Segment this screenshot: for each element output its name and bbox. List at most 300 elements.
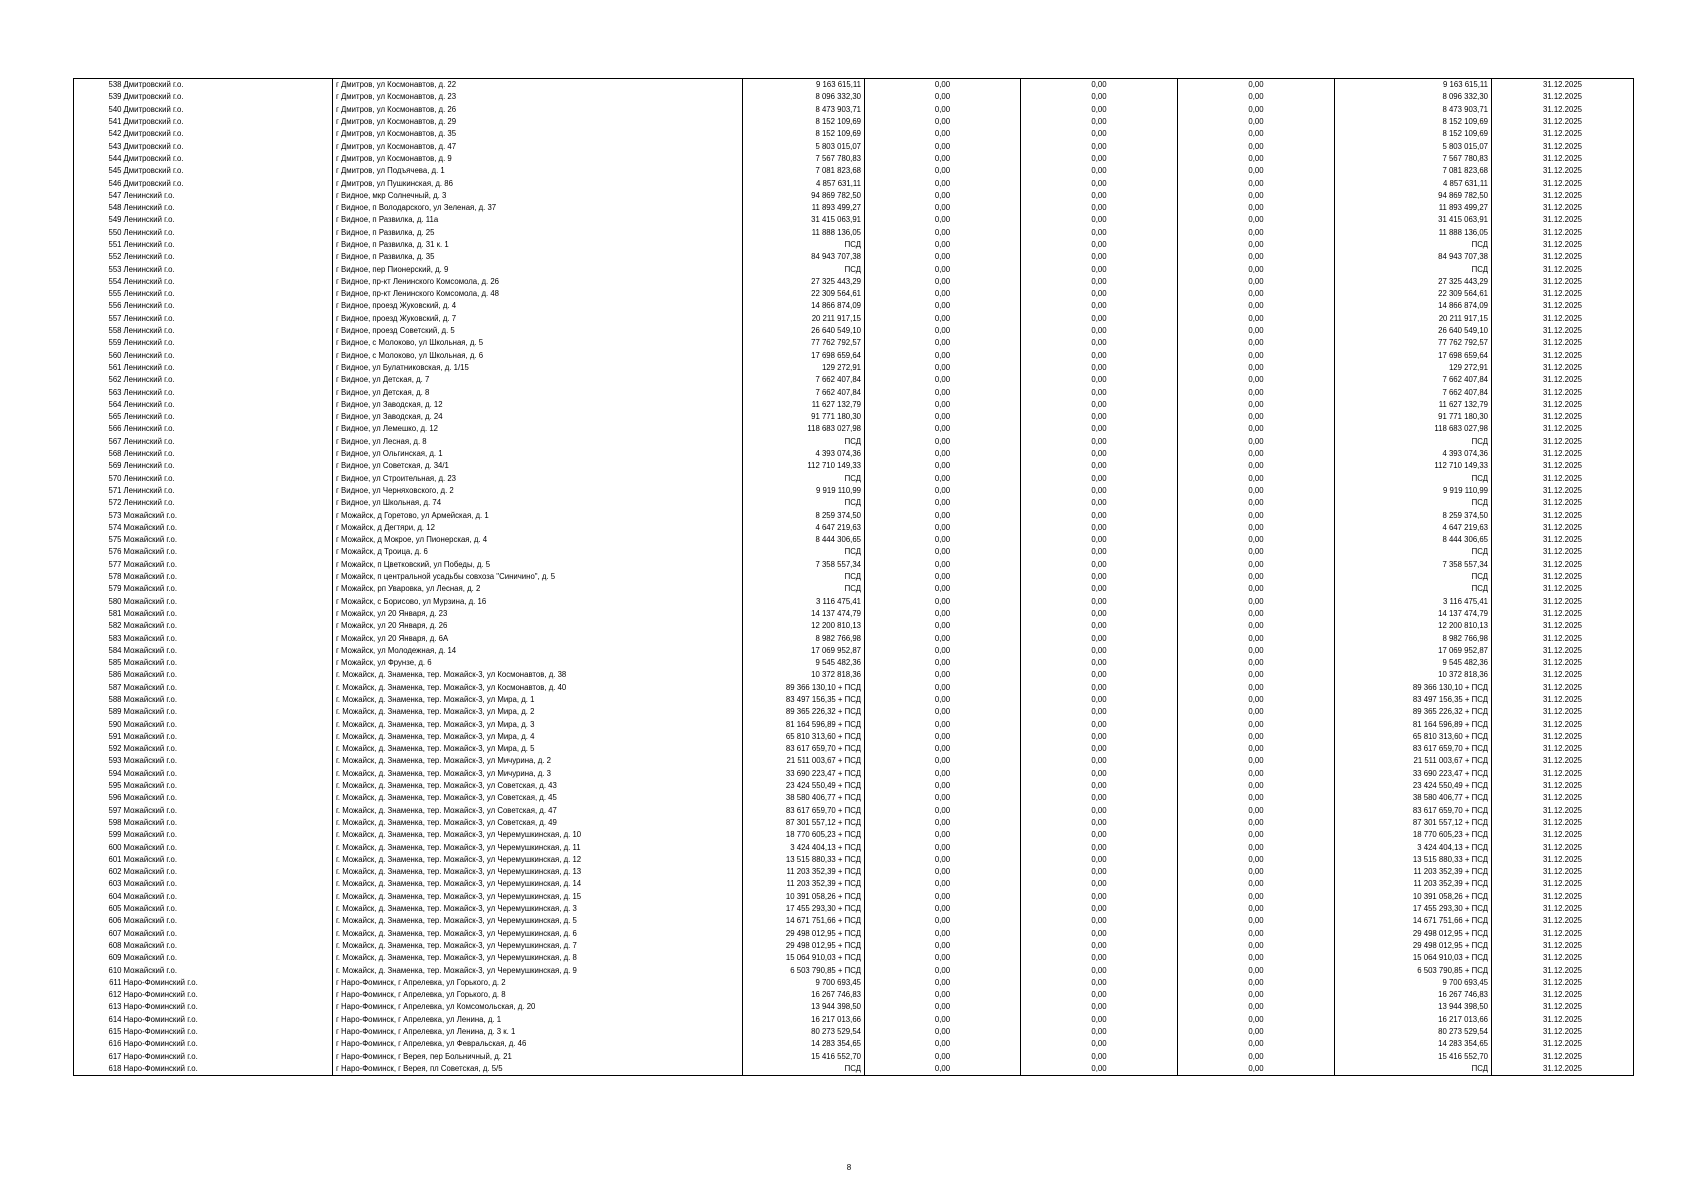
address-cell: г. Можайск, д. Знаменка, тер. Можайск-3, ул Мира, д. 2 bbox=[333, 706, 743, 718]
address-cell: г. Можайск, д. Знаменка, тер. Можайск-3, ул Черемушкинская, д. 15 bbox=[333, 891, 743, 903]
municipality-cell: Ленинский г.о. bbox=[123, 300, 333, 312]
zero-cell: 0,00 bbox=[1021, 927, 1178, 939]
zero-cell: 0,00 bbox=[1021, 768, 1178, 780]
zero-cell: 0,00 bbox=[1021, 546, 1178, 558]
zero-cell: 0,00 bbox=[865, 190, 1021, 202]
amount-cell: 17 069 952,87 bbox=[743, 645, 865, 657]
zero-cell: 0,00 bbox=[865, 841, 1021, 853]
total-cell: 89 365 226,32 + ПСД bbox=[1335, 706, 1492, 718]
zero-cell: 0,00 bbox=[1021, 411, 1178, 423]
municipality-cell: Можайский г.о. bbox=[123, 608, 333, 620]
zero-cell: 0,00 bbox=[1021, 325, 1178, 337]
address-cell: г Можайск, д Горетово, ул Армейская, д. 1 bbox=[333, 509, 743, 521]
row-number: 582 bbox=[74, 620, 123, 632]
table-row bbox=[74, 460, 1634, 472]
address-cell: г. Можайск, д. Знаменка, тер. Можайск-3, ул Черемушкинская, д. 3 bbox=[333, 903, 743, 915]
municipality-cell: Можайский г.о. bbox=[123, 645, 333, 657]
zero-cell: 0,00 bbox=[1021, 940, 1178, 952]
table-row bbox=[74, 534, 1634, 546]
address-cell: г Видное, ул Булатниковская, д. 1/15 bbox=[333, 362, 743, 374]
zero-cell: 0,00 bbox=[1178, 694, 1335, 706]
municipality-cell: Ленинский г.о. bbox=[123, 374, 333, 386]
address-cell: г Видное, ул Заводская, д. 12 bbox=[333, 399, 743, 411]
date-cell: 31.12.2025 bbox=[1492, 91, 1634, 103]
table-row bbox=[74, 977, 1634, 989]
table-row bbox=[74, 632, 1634, 644]
zero-cell: 0,00 bbox=[1178, 374, 1335, 386]
date-cell: 31.12.2025 bbox=[1492, 140, 1634, 152]
table-row bbox=[74, 313, 1634, 325]
zero-cell: 0,00 bbox=[1178, 755, 1335, 767]
row-number: 547 bbox=[74, 190, 123, 202]
table-row bbox=[74, 559, 1634, 571]
address-cell: г Наро-Фоминск, г Верея, пл Советская, д. 5/5 bbox=[333, 1063, 743, 1076]
total-cell: ПСД bbox=[1335, 583, 1492, 595]
row-number: 610 bbox=[74, 964, 123, 976]
address-cell: г Видное, п Володарского, ул Зеленая, д. 37 bbox=[333, 202, 743, 214]
zero-cell: 0,00 bbox=[865, 350, 1021, 362]
zero-cell: 0,00 bbox=[865, 374, 1021, 386]
address-cell: г. Можайск, д. Знаменка, тер. Можайск-3, ул Мира, д. 4 bbox=[333, 731, 743, 743]
total-cell: 4 857 631,11 bbox=[1335, 177, 1492, 189]
zero-cell: 0,00 bbox=[1021, 817, 1178, 829]
amount-cell: 91 771 180,30 bbox=[743, 411, 865, 423]
zero-cell: 0,00 bbox=[1021, 731, 1178, 743]
amount-cell: 4 393 074,36 bbox=[743, 448, 865, 460]
municipality-cell: Можайский г.о. bbox=[123, 817, 333, 829]
address-cell: г Дмитров, ул Пушкинская, д. 86 bbox=[333, 177, 743, 189]
municipality-cell: Наро-Фоминский г.о. bbox=[123, 1038, 333, 1050]
date-cell: 31.12.2025 bbox=[1492, 743, 1634, 755]
amount-cell: 84 943 707,38 bbox=[743, 251, 865, 263]
municipality-cell: Ленинский г.о. bbox=[123, 227, 333, 239]
table-row bbox=[74, 165, 1634, 177]
zero-cell: 0,00 bbox=[865, 768, 1021, 780]
zero-cell: 0,00 bbox=[1021, 497, 1178, 509]
table-row bbox=[74, 669, 1634, 681]
table-row bbox=[74, 817, 1634, 829]
total-cell: 7 662 407,84 bbox=[1335, 374, 1492, 386]
amount-cell: 21 511 003,67 + ПСД bbox=[743, 755, 865, 767]
municipality-cell: Можайский г.о. bbox=[123, 755, 333, 767]
zero-cell: 0,00 bbox=[1021, 1001, 1178, 1013]
total-cell: 23 424 550,49 + ПСД bbox=[1335, 780, 1492, 792]
zero-cell: 0,00 bbox=[1178, 583, 1335, 595]
table-row bbox=[74, 989, 1634, 1001]
zero-cell: 0,00 bbox=[1021, 595, 1178, 607]
zero-cell: 0,00 bbox=[1021, 632, 1178, 644]
row-number: 557 bbox=[74, 313, 123, 325]
total-cell: 7 662 407,84 bbox=[1335, 386, 1492, 398]
address-cell: г. Можайск, д. Знаменка, тер. Можайск-3, ул Черемушкинская, д. 11 bbox=[333, 841, 743, 853]
zero-cell: 0,00 bbox=[865, 140, 1021, 152]
table-row bbox=[74, 399, 1634, 411]
address-cell: г. Можайск, д. Знаменка, тер. Можайск-3, ул Советская, д. 43 bbox=[333, 780, 743, 792]
date-cell: 31.12.2025 bbox=[1492, 1026, 1634, 1038]
zero-cell: 0,00 bbox=[865, 116, 1021, 128]
row-number: 580 bbox=[74, 595, 123, 607]
table-row bbox=[74, 362, 1634, 374]
row-number: 588 bbox=[74, 694, 123, 706]
zero-cell: 0,00 bbox=[865, 485, 1021, 497]
amount-cell: 9 163 615,11 bbox=[743, 79, 865, 92]
table-row bbox=[74, 854, 1634, 866]
zero-cell: 0,00 bbox=[1178, 706, 1335, 718]
date-cell: 31.12.2025 bbox=[1492, 1050, 1634, 1062]
total-cell: 65 810 313,60 + ПСД bbox=[1335, 731, 1492, 743]
table-row bbox=[74, 731, 1634, 743]
zero-cell: 0,00 bbox=[1178, 91, 1335, 103]
municipality-cell: Дмитровский г.о. bbox=[123, 140, 333, 152]
municipality-cell: Ленинский г.о. bbox=[123, 313, 333, 325]
data-table bbox=[73, 78, 1634, 1076]
zero-cell: 0,00 bbox=[1021, 313, 1178, 325]
municipality-cell: Можайский г.о. bbox=[123, 583, 333, 595]
zero-cell: 0,00 bbox=[1021, 583, 1178, 595]
row-number: 570 bbox=[74, 473, 123, 485]
amount-cell: ПСД bbox=[743, 1063, 865, 1076]
municipality-cell: Ленинский г.о. bbox=[123, 239, 333, 251]
row-number: 565 bbox=[74, 411, 123, 423]
date-cell: 31.12.2025 bbox=[1492, 325, 1634, 337]
table-row bbox=[74, 755, 1634, 767]
total-cell: 9 700 693,45 bbox=[1335, 977, 1492, 989]
total-cell: 84 943 707,38 bbox=[1335, 251, 1492, 263]
total-cell: 17 698 659,64 bbox=[1335, 350, 1492, 362]
amount-cell: 7 358 557,34 bbox=[743, 559, 865, 571]
zero-cell: 0,00 bbox=[1178, 927, 1335, 939]
zero-cell: 0,00 bbox=[1021, 473, 1178, 485]
total-cell: 83 617 659,70 + ПСД bbox=[1335, 743, 1492, 755]
zero-cell: 0,00 bbox=[1178, 202, 1335, 214]
zero-cell: 0,00 bbox=[1021, 657, 1178, 669]
zero-cell: 0,00 bbox=[1021, 374, 1178, 386]
table-row bbox=[74, 768, 1634, 780]
table-row bbox=[74, 79, 1634, 92]
zero-cell: 0,00 bbox=[1178, 669, 1335, 681]
address-cell: г. Можайск, д. Знаменка, тер. Можайск-3, ул Советская, д. 47 bbox=[333, 805, 743, 817]
table-row bbox=[74, 571, 1634, 583]
zero-cell: 0,00 bbox=[865, 104, 1021, 116]
municipality-cell: Можайский г.о. bbox=[123, 841, 333, 853]
total-cell: ПСД bbox=[1335, 571, 1492, 583]
municipality-cell: Можайский г.о. bbox=[123, 731, 333, 743]
zero-cell: 0,00 bbox=[1178, 645, 1335, 657]
municipality-cell: Ленинский г.о. bbox=[123, 497, 333, 509]
row-number: 618 bbox=[74, 1063, 123, 1076]
zero-cell: 0,00 bbox=[1178, 682, 1335, 694]
amount-cell: 26 640 549,10 bbox=[743, 325, 865, 337]
date-cell: 31.12.2025 bbox=[1492, 657, 1634, 669]
zero-cell: 0,00 bbox=[1021, 276, 1178, 288]
municipality-cell: Можайский г.о. bbox=[123, 964, 333, 976]
total-cell: 16 217 013,66 bbox=[1335, 1014, 1492, 1026]
municipality-cell: Можайский г.о. bbox=[123, 891, 333, 903]
table-row bbox=[74, 202, 1634, 214]
total-cell: 91 771 180,30 bbox=[1335, 411, 1492, 423]
address-cell: г Можайск, рп Уваровка, ул Лесная, д. 2 bbox=[333, 583, 743, 595]
zero-cell: 0,00 bbox=[1178, 903, 1335, 915]
zero-cell: 0,00 bbox=[1021, 202, 1178, 214]
table-row bbox=[74, 374, 1634, 386]
zero-cell: 0,00 bbox=[865, 239, 1021, 251]
amount-cell: 8 444 306,65 bbox=[743, 534, 865, 546]
amount-cell: ПСД bbox=[743, 497, 865, 509]
zero-cell: 0,00 bbox=[1178, 399, 1335, 411]
amount-cell: 8 982 766,98 bbox=[743, 632, 865, 644]
date-cell: 31.12.2025 bbox=[1492, 1001, 1634, 1013]
total-cell: 11 627 132,79 bbox=[1335, 399, 1492, 411]
zero-cell: 0,00 bbox=[1021, 841, 1178, 853]
zero-cell: 0,00 bbox=[865, 546, 1021, 558]
zero-cell: 0,00 bbox=[1178, 288, 1335, 300]
date-cell: 31.12.2025 bbox=[1492, 128, 1634, 140]
zero-cell: 0,00 bbox=[1178, 337, 1335, 349]
address-cell: г Видное, пер Пионерский, д. 9 bbox=[333, 263, 743, 275]
zero-cell: 0,00 bbox=[865, 460, 1021, 472]
zero-cell: 0,00 bbox=[1178, 473, 1335, 485]
municipality-cell: Можайский г.о. bbox=[123, 620, 333, 632]
zero-cell: 0,00 bbox=[1021, 399, 1178, 411]
row-number: 558 bbox=[74, 325, 123, 337]
amount-cell: 15 416 552,70 bbox=[743, 1050, 865, 1062]
zero-cell: 0,00 bbox=[865, 620, 1021, 632]
municipality-cell: Можайский г.о. bbox=[123, 522, 333, 534]
zero-cell: 0,00 bbox=[1178, 1026, 1335, 1038]
zero-cell: 0,00 bbox=[865, 977, 1021, 989]
date-cell: 31.12.2025 bbox=[1492, 792, 1634, 804]
row-number: 550 bbox=[74, 227, 123, 239]
date-cell: 31.12.2025 bbox=[1492, 694, 1634, 706]
table-row bbox=[74, 251, 1634, 263]
table-row bbox=[74, 682, 1634, 694]
address-cell: г. Можайск, д. Знаменка, тер. Можайск-3, ул Космонавтов, д. 38 bbox=[333, 669, 743, 681]
total-cell: 10 372 818,36 bbox=[1335, 669, 1492, 681]
date-cell: 31.12.2025 bbox=[1492, 731, 1634, 743]
zero-cell: 0,00 bbox=[1021, 509, 1178, 521]
municipality-cell: Дмитровский г.о. bbox=[123, 116, 333, 128]
table-body bbox=[74, 79, 1634, 1076]
municipality-cell: Дмитровский г.о. bbox=[123, 104, 333, 116]
date-cell: 31.12.2025 bbox=[1492, 227, 1634, 239]
municipality-cell: Ленинский г.о. bbox=[123, 362, 333, 374]
row-number: 593 bbox=[74, 755, 123, 767]
amount-cell: 9 919 110,99 bbox=[743, 485, 865, 497]
total-cell: 14 671 751,66 + ПСД bbox=[1335, 915, 1492, 927]
zero-cell: 0,00 bbox=[865, 153, 1021, 165]
total-cell: 8 982 766,98 bbox=[1335, 632, 1492, 644]
table-row bbox=[74, 239, 1634, 251]
zero-cell: 0,00 bbox=[1178, 386, 1335, 398]
row-number: 562 bbox=[74, 374, 123, 386]
row-number: 564 bbox=[74, 399, 123, 411]
total-cell: ПСД bbox=[1335, 546, 1492, 558]
date-cell: 31.12.2025 bbox=[1492, 718, 1634, 730]
zero-cell: 0,00 bbox=[865, 522, 1021, 534]
row-number: 541 bbox=[74, 116, 123, 128]
zero-cell: 0,00 bbox=[1178, 841, 1335, 853]
zero-cell: 0,00 bbox=[865, 509, 1021, 521]
amount-cell: 14 866 874,09 bbox=[743, 300, 865, 312]
address-cell: г Дмитров, ул Космонавтов, д. 23 bbox=[333, 91, 743, 103]
date-cell: 31.12.2025 bbox=[1492, 927, 1634, 939]
zero-cell: 0,00 bbox=[1178, 632, 1335, 644]
zero-cell: 0,00 bbox=[1178, 128, 1335, 140]
address-cell: г Видное, с Молоково, ул Школьная, д. 6 bbox=[333, 350, 743, 362]
zero-cell: 0,00 bbox=[1021, 1026, 1178, 1038]
zero-cell: 0,00 bbox=[1021, 128, 1178, 140]
zero-cell: 0,00 bbox=[865, 780, 1021, 792]
municipality-cell: Наро-Фоминский г.о. bbox=[123, 1001, 333, 1013]
amount-cell: 8 152 109,69 bbox=[743, 116, 865, 128]
address-cell: г. Можайск, д. Знаменка, тер. Можайск-3, ул Черемушкинская, д. 10 bbox=[333, 829, 743, 841]
total-cell: 9 919 110,99 bbox=[1335, 485, 1492, 497]
table-row bbox=[74, 288, 1634, 300]
table-row bbox=[74, 780, 1634, 792]
amount-cell: 10 391 058,26 + ПСД bbox=[743, 891, 865, 903]
amount-cell: 129 272,91 bbox=[743, 362, 865, 374]
row-number: 604 bbox=[74, 891, 123, 903]
date-cell: 31.12.2025 bbox=[1492, 706, 1634, 718]
amount-cell: 33 690 223,47 + ПСД bbox=[743, 768, 865, 780]
municipality-cell: Можайский г.о. bbox=[123, 768, 333, 780]
date-cell: 31.12.2025 bbox=[1492, 522, 1634, 534]
date-cell: 31.12.2025 bbox=[1492, 350, 1634, 362]
zero-cell: 0,00 bbox=[1021, 1038, 1178, 1050]
address-cell: г. Можайск, д. Знаменка, тер. Можайск-3, ул Космонавтов, д. 40 bbox=[333, 682, 743, 694]
row-number: 561 bbox=[74, 362, 123, 374]
municipality-cell: Можайский г.о. bbox=[123, 559, 333, 571]
date-cell: 31.12.2025 bbox=[1492, 559, 1634, 571]
zero-cell: 0,00 bbox=[1178, 866, 1335, 878]
total-cell: 11 203 352,39 + ПСД bbox=[1335, 866, 1492, 878]
zero-cell: 0,00 bbox=[865, 386, 1021, 398]
municipality-cell: Наро-Фоминский г.о. bbox=[123, 977, 333, 989]
zero-cell: 0,00 bbox=[865, 940, 1021, 952]
row-number: 546 bbox=[74, 177, 123, 189]
zero-cell: 0,00 bbox=[1178, 915, 1335, 927]
municipality-cell: Ленинский г.о. bbox=[123, 399, 333, 411]
address-cell: г Можайск, п Цветковский, ул Победы, д. 5 bbox=[333, 559, 743, 571]
amount-cell: 81 164 596,89 + ПСД bbox=[743, 718, 865, 730]
municipality-cell: Дмитровский г.о. bbox=[123, 153, 333, 165]
amount-cell: ПСД bbox=[743, 583, 865, 595]
address-cell: г Видное, пр-кт Ленинского Комсомола, д. 48 bbox=[333, 288, 743, 300]
table-row bbox=[74, 792, 1634, 804]
address-cell: г Наро-Фоминск, г Апрелевка, ул Комсомольская, д. 20 bbox=[333, 1001, 743, 1013]
municipality-cell: Можайский г.о. bbox=[123, 546, 333, 558]
row-number: 594 bbox=[74, 768, 123, 780]
municipality-cell: Ленинский г.о. bbox=[123, 350, 333, 362]
total-cell: 14 137 474,79 bbox=[1335, 608, 1492, 620]
zero-cell: 0,00 bbox=[865, 399, 1021, 411]
municipality-cell: Можайский г.о. bbox=[123, 682, 333, 694]
date-cell: 31.12.2025 bbox=[1492, 153, 1634, 165]
amount-cell: ПСД bbox=[743, 239, 865, 251]
address-cell: г. Можайск, д. Знаменка, тер. Можайск-3, ул Черемушкинская, д. 6 bbox=[333, 927, 743, 939]
table-row bbox=[74, 903, 1634, 915]
amount-cell: 89 366 130,10 + ПСД bbox=[743, 682, 865, 694]
municipality-cell: Можайский г.о. bbox=[123, 927, 333, 939]
total-cell: 8 473 903,71 bbox=[1335, 104, 1492, 116]
zero-cell: 0,00 bbox=[1178, 214, 1335, 226]
table-row bbox=[74, 497, 1634, 509]
address-cell: г Можайск, д Троица, д. 6 bbox=[333, 546, 743, 558]
table-row bbox=[74, 153, 1634, 165]
zero-cell: 0,00 bbox=[1021, 669, 1178, 681]
row-number: 566 bbox=[74, 423, 123, 435]
zero-cell: 0,00 bbox=[1178, 497, 1335, 509]
address-cell: г Дмитров, ул Космонавтов, д. 22 bbox=[333, 79, 743, 92]
row-number: 548 bbox=[74, 202, 123, 214]
municipality-cell: Дмитровский г.о. bbox=[123, 128, 333, 140]
table-row bbox=[74, 522, 1634, 534]
zero-cell: 0,00 bbox=[1178, 1001, 1335, 1013]
zero-cell: 0,00 bbox=[865, 645, 1021, 657]
table-row bbox=[74, 940, 1634, 952]
zero-cell: 0,00 bbox=[1178, 251, 1335, 263]
municipality-cell: Ленинский г.о. bbox=[123, 460, 333, 472]
total-cell: 9 545 482,36 bbox=[1335, 657, 1492, 669]
row-number: 597 bbox=[74, 805, 123, 817]
municipality-cell: Ленинский г.о. bbox=[123, 337, 333, 349]
municipality-cell: Можайский г.о. bbox=[123, 595, 333, 607]
zero-cell: 0,00 bbox=[865, 903, 1021, 915]
zero-cell: 0,00 bbox=[865, 927, 1021, 939]
date-cell: 31.12.2025 bbox=[1492, 386, 1634, 398]
total-cell: 80 273 529,54 bbox=[1335, 1026, 1492, 1038]
total-cell: ПСД bbox=[1335, 1063, 1492, 1076]
zero-cell: 0,00 bbox=[865, 915, 1021, 927]
zero-cell: 0,00 bbox=[1021, 251, 1178, 263]
table-row bbox=[74, 300, 1634, 312]
date-cell: 31.12.2025 bbox=[1492, 497, 1634, 509]
municipality-cell: Дмитровский г.о. bbox=[123, 177, 333, 189]
total-cell: 12 200 810,13 bbox=[1335, 620, 1492, 632]
zero-cell: 0,00 bbox=[865, 423, 1021, 435]
amount-cell: 11 888 136,05 bbox=[743, 227, 865, 239]
table-row bbox=[74, 386, 1634, 398]
zero-cell: 0,00 bbox=[1178, 79, 1335, 92]
table-row bbox=[74, 694, 1634, 706]
zero-cell: 0,00 bbox=[1178, 780, 1335, 792]
address-cell: г Видное, п Развилка, д. 11а bbox=[333, 214, 743, 226]
date-cell: 31.12.2025 bbox=[1492, 239, 1634, 251]
total-cell: 9 163 615,11 bbox=[1335, 79, 1492, 92]
amount-cell: 29 498 012,95 + ПСД bbox=[743, 940, 865, 952]
amount-cell: 11 203 352,39 + ПСД bbox=[743, 878, 865, 890]
total-cell: 6 503 790,85 + ПСД bbox=[1335, 964, 1492, 976]
row-number: 578 bbox=[74, 571, 123, 583]
zero-cell: 0,00 bbox=[865, 755, 1021, 767]
municipality-cell: Дмитровский г.о. bbox=[123, 79, 333, 92]
row-number: 601 bbox=[74, 854, 123, 866]
zero-cell: 0,00 bbox=[865, 411, 1021, 423]
total-cell: 81 164 596,89 + ПСД bbox=[1335, 718, 1492, 730]
zero-cell: 0,00 bbox=[1178, 657, 1335, 669]
total-cell: 8 444 306,65 bbox=[1335, 534, 1492, 546]
table-row bbox=[74, 866, 1634, 878]
zero-cell: 0,00 bbox=[1178, 190, 1335, 202]
row-number: 554 bbox=[74, 276, 123, 288]
municipality-cell: Ленинский г.о. bbox=[123, 251, 333, 263]
address-cell: г Видное, проезд Советский, д. 5 bbox=[333, 325, 743, 337]
zero-cell: 0,00 bbox=[1178, 116, 1335, 128]
zero-cell: 0,00 bbox=[1021, 571, 1178, 583]
address-cell: г Видное, ул Детская, д. 7 bbox=[333, 374, 743, 386]
zero-cell: 0,00 bbox=[865, 878, 1021, 890]
table-row bbox=[74, 473, 1634, 485]
